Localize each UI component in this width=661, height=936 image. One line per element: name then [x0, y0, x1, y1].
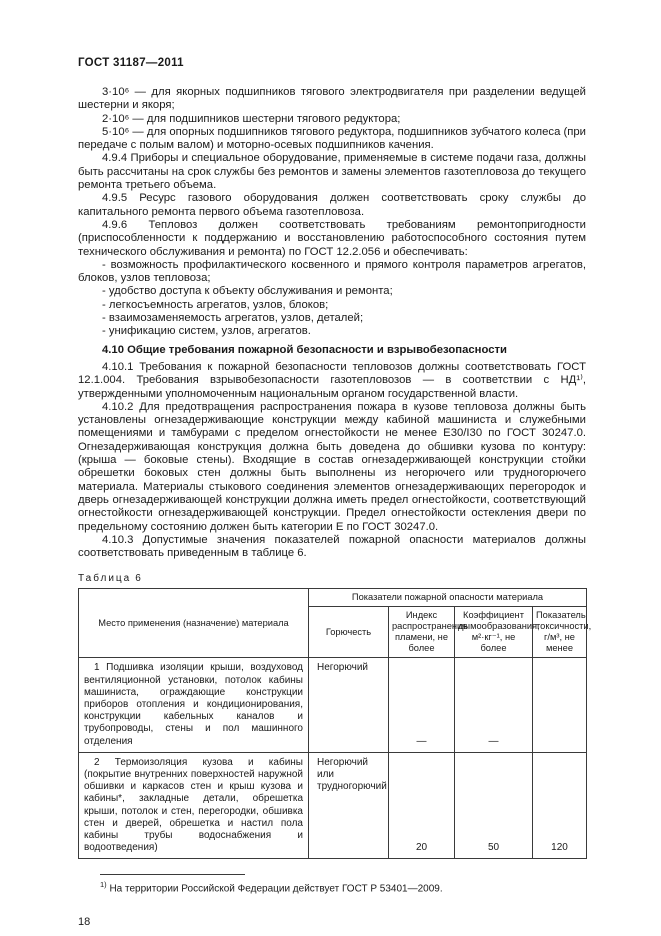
footnote-text: На территории Российской Федерации действует ГОСТ Р 53401—2009.	[106, 883, 443, 895]
table-row	[79, 752, 587, 859]
paragraph: 4.10.1 Требования к пожарной безопасности тепловозов должны соответствовать ГОСТ 12.1.004. Требования взрывобезопасности газотепловозов — в соответствии с НД¹⁾, утвержденными уполномоченным национальным органом государственной власти.	[78, 360, 586, 400]
cell-smoke-coeff: 50	[455, 752, 533, 859]
paragraph: 5·10⁶ — для опорных подшипников тягового редуктора, подшипников зубчатого колеса (при передаче с полым валом) и моторно-осевых подшипников качения.	[78, 125, 586, 152]
cell-flame-index: 20	[389, 752, 455, 859]
fire-hazard-table	[78, 588, 592, 859]
table-header-row	[79, 589, 587, 607]
table-caption-number: 6	[135, 573, 141, 585]
paragraph: 4.9.4 Приборы и специальное оборудование, применяемые в системе подачи газа, должны быть рассчитаны на срок службы без ремонтов и замены элементов газотепловоза до текущего ремонта третьего объема.	[78, 152, 586, 192]
paragraph: 4.9.5 Ресурс газового оборудования должен соответствовать сроку службы до капитального ремонта первого объема газотепловоза.	[78, 192, 586, 218]
column-group-header: Показатели пожарной опасности материала	[309, 589, 587, 607]
footnote-separator	[100, 874, 245, 875]
cell-material: 2 Термоизоляция кузова и кабины (покрытие внутренних поверхностей наружной обшивки и каркасов стен и крыш кузова и кабины*, закладные детали, обрешетка крыши, потолок и стен, перегородки, обшивка стен и дверей, обрешетка и настил пола кабины трубы водоснабжения и водоотведения)	[79, 752, 309, 859]
cell-flame-index: —	[389, 658, 455, 752]
list-item: - взаимозаменяемость агрегатов, узлов, деталей;	[102, 312, 364, 325]
list-item: - легкосъемность агрегатов, узлов, блоков;	[102, 298, 329, 311]
page-content	[78, 86, 592, 928]
doc-number: ГОСТ 31187—2011	[78, 57, 184, 69]
paragraph: 4.10.3 Допустимые значения показателей пожарной опасности материалов должны соответствовать приведенным в таблице 6.	[78, 533, 586, 560]
section-heading: 4.10 Общие требования пожарной безопасности и взрывобезопасности	[102, 343, 507, 356]
footnote-marker: 1)	[100, 880, 107, 890]
paragraph: 4.9.6 Тепловоз должен соответствовать требованиям ремонтопригодности (приспособленности к поддержанию и восстановлению работоспособного состояния путем технического обслуживания и ремонта) по ГОСТ 12.2.056 и обеспечивать:	[78, 218, 586, 258]
list-item: - удобство доступа к объекту обслуживания и ремонта;	[102, 285, 393, 298]
column-header-flammability: Горючесть	[309, 607, 389, 658]
paragraph: 4.10.2 Для предотвращения распространения пожара в кузове тепловоза должны быть установлены огнезадерживающие конструкции между кабиной машиниста и служебными помещениями и тамбурами с пределом огнестойкости не менее E30/I30 по ГОСТ 30247.0. Огнезадерживающая конструкция должна быть доведена до обшивки кузова по контуру: (крыша — боковые стены). Входящие в состав огнезадерживающей конструкции стойки обрешетки боковых стен должны быть выполнены из негорючего или трудногорючего материала. Материалы стыкового соединения элементов огнезадерживающих перегородок и дверь огнезадерживающей конструкции должна иметь предел огнестойкости, соответствующий огнестойкости огнезадерживающей конструкции. Предел огнестойкости остекления двери по предельному состоянию должен быть категории E по ГОСТ 30247.0.	[78, 400, 586, 533]
cell-toxicity: 120	[533, 752, 587, 859]
page-number: 18	[78, 915, 91, 928]
list-item: - возможность профилактического косвенного и прямого контроля параметров агрегатов, блоков, узлов тепловоза;	[78, 258, 586, 285]
column-header-material: Место применения (назначение) материала	[79, 589, 309, 658]
list-item: - унификацию систем, узлов, агрегатов.	[102, 325, 311, 338]
cell-toxicity	[533, 658, 587, 752]
column-header-smoke-coeff: Коэффициент дымообразования, м²·кг⁻¹, не более	[455, 607, 533, 658]
column-header-toxicity: Показатель токсичности, г/м³, не менее	[533, 607, 587, 658]
column-header-flame-index: Индекс распространения пламени, не более	[389, 607, 455, 658]
table-caption	[78, 573, 586, 584]
cell-smoke-coeff: —	[455, 658, 533, 752]
cell-flammability: Негорючий или трудногорючий	[309, 752, 389, 859]
table-caption-label: Таблица	[78, 573, 132, 585]
footnote	[100, 879, 586, 895]
paragraph: 2·10⁶ — для подшипников шестерни тягового редуктора;	[102, 112, 401, 125]
cell-flammability: Негорючий	[309, 658, 389, 752]
cell-material: 1 Подшивка изоляции крыши, воздуховод вентиляционной установки, потолок кабины машиниста, ограждающие конструкции приборов отопления и кондиционирования, конструкции кабельных каналов и трубопроводы, стены и пол машинного отделения	[79, 658, 309, 752]
table-row	[79, 658, 587, 752]
paragraph: 3·10⁶ — для якорных подшипников тягового электродвигателя при разделении ведущей шестерни и якоря;	[78, 86, 586, 112]
